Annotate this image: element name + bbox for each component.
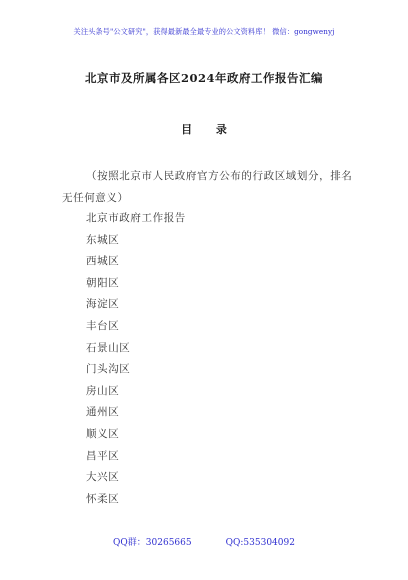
- toc-item[interactable]: 怀柔区: [86, 492, 120, 505]
- toc-item[interactable]: 大兴区: [86, 471, 120, 484]
- ranking-note: （按照北京市人民政府官方公布的行政区域划分，排名无任何意义）: [62, 170, 353, 204]
- footer-contact: [0, 535, 408, 548]
- document-title: 北京市及所属各区2024年政府工作报告汇编: [84, 71, 323, 85]
- toc-item[interactable]: 昌平区: [86, 449, 120, 462]
- header-notice: 关注头条号"公文研究"，获得最新最全最专业的公文资料库！ 微信：gongwenyj: [73, 27, 335, 36]
- toc-item[interactable]: 丰台区: [86, 319, 120, 332]
- toc-item[interactable]: 通州区: [86, 406, 120, 419]
- qq-number-text: QQ:535304092: [225, 538, 295, 548]
- toc-item[interactable]: 石景山区: [86, 341, 131, 354]
- toc-list: [86, 208, 186, 510]
- toc-item[interactable]: 门头沟区: [86, 363, 131, 376]
- toc-item[interactable]: 顺义区: [86, 427, 120, 440]
- toc-item[interactable]: 房山区: [86, 384, 120, 397]
- qq-group-text: QQ群：30265665: [113, 538, 192, 548]
- toc-item[interactable]: 北京市政府工作报告: [86, 212, 186, 224]
- toc-item[interactable]: 海淀区: [86, 298, 120, 311]
- toc-item[interactable]: 西城区: [86, 255, 120, 268]
- toc-item[interactable]: 东城区: [86, 233, 120, 246]
- toc-item[interactable]: 朝阳区: [86, 276, 120, 289]
- toc-heading: 目 录: [181, 123, 237, 136]
